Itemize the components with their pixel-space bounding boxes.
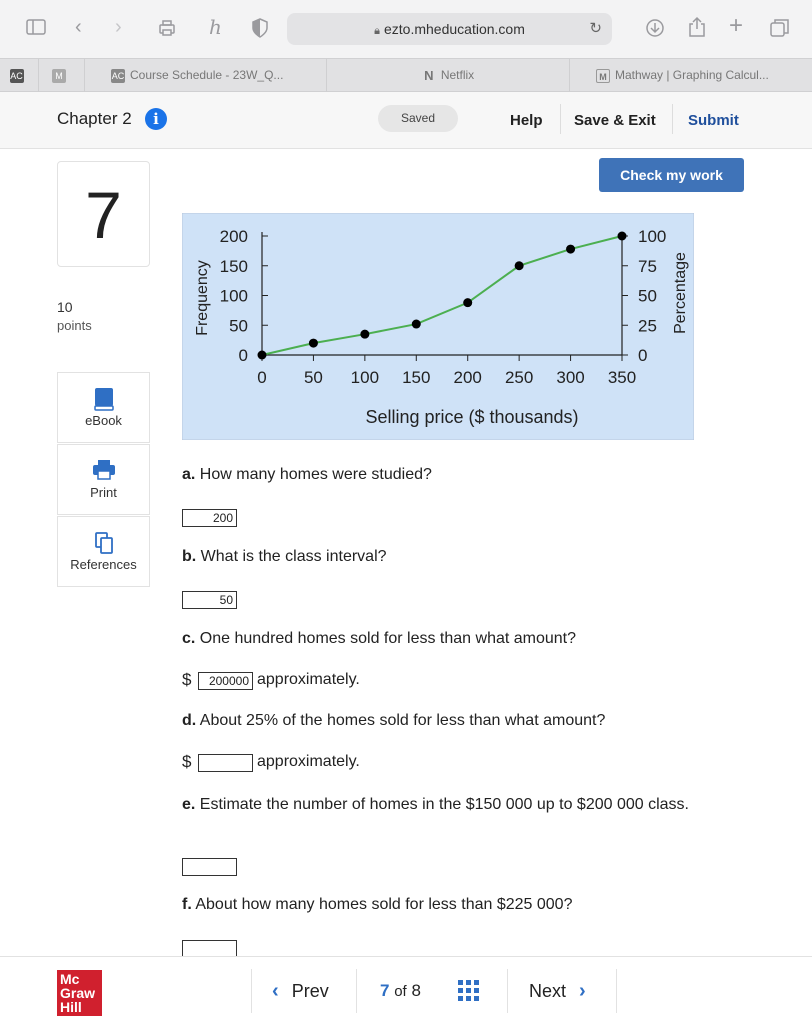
x-tick-label: 350 bbox=[607, 368, 637, 387]
tab-label: Course Schedule - 23W_Q... bbox=[130, 68, 284, 82]
address-bar[interactable] bbox=[287, 13, 612, 45]
pinned-tab-m[interactable] bbox=[38, 59, 84, 92]
share-icon[interactable] bbox=[688, 16, 706, 42]
data-point bbox=[618, 232, 627, 241]
question-text: Estimate the number of homes in the $150 000 up to $200 000 class. bbox=[199, 796, 689, 813]
ac-favicon-icon: AC bbox=[111, 70, 125, 81]
total-pages: 8 bbox=[411, 981, 421, 1000]
lock-icon: 🔒︎ bbox=[374, 25, 380, 37]
question-text: About how many homes sold for less than $225 000? bbox=[195, 896, 573, 913]
chevron-left-icon: ‹ bbox=[272, 980, 279, 1002]
header-divider bbox=[560, 104, 561, 134]
answer-d-input[interactable] bbox=[198, 754, 253, 772]
check-my-work-button[interactable]: Check my work bbox=[599, 158, 744, 192]
print-icon[interactable] bbox=[157, 18, 177, 42]
answer-e-input[interactable] bbox=[182, 858, 237, 876]
navigation-footer bbox=[0, 956, 812, 1024]
m-favicon-icon: M bbox=[52, 69, 66, 83]
tool-label: eBook bbox=[85, 413, 122, 428]
back-icon[interactable]: ‹ bbox=[75, 16, 82, 38]
pinned-tab-ac[interactable] bbox=[0, 59, 38, 92]
tab-course-schedule[interactable] bbox=[84, 59, 326, 92]
references-button[interactable] bbox=[57, 516, 150, 587]
data-point bbox=[412, 320, 421, 329]
reload-icon[interactable]: ↻ bbox=[589, 20, 602, 37]
question-letter: d. bbox=[182, 712, 197, 729]
chapter-title: Chapter 2 bbox=[57, 109, 132, 128]
print-button[interactable] bbox=[57, 444, 150, 515]
y-tick-label: 0 bbox=[238, 346, 248, 365]
url-text: ezto.mheducation.com bbox=[384, 21, 525, 37]
question-text: About 25% of the homes sold for less than what amount? bbox=[199, 712, 606, 729]
question-f bbox=[182, 896, 572, 914]
question-text: What is the class interval? bbox=[200, 548, 387, 565]
footer-divider bbox=[616, 969, 617, 1013]
netflix-favicon-icon: N bbox=[424, 67, 434, 83]
y-tick-label: 50 bbox=[229, 316, 248, 336]
forward-icon[interactable]: › bbox=[115, 16, 122, 38]
book-icon bbox=[58, 387, 149, 411]
tool-label: References bbox=[70, 557, 137, 572]
points-value: 10 bbox=[57, 299, 73, 315]
question-a bbox=[182, 466, 432, 484]
tab-label: Mathway | Graphing Calcul... bbox=[615, 68, 769, 82]
browser-toolbar bbox=[0, 0, 812, 58]
logo-line: Hill bbox=[60, 999, 82, 1015]
x-tick-label: 50 bbox=[303, 368, 323, 387]
answer-f-input[interactable] bbox=[182, 940, 237, 956]
tab-bar bbox=[0, 58, 812, 92]
grid-icon[interactable] bbox=[458, 980, 480, 1002]
data-point bbox=[309, 339, 318, 348]
currency-symbol: $ bbox=[182, 752, 192, 771]
x-axis-label: Selling price ($ thousands) bbox=[365, 407, 579, 427]
y2-tick-label: 50 bbox=[638, 286, 657, 306]
points-label: points bbox=[57, 318, 92, 333]
assignment-header bbox=[0, 92, 812, 149]
footer-divider bbox=[507, 969, 508, 1013]
info-icon[interactable]: i bbox=[145, 108, 167, 130]
sidebar-icon[interactable] bbox=[26, 19, 46, 39]
save-exit-button[interactable]: Save & Exit bbox=[574, 112, 656, 129]
question-text: How many homes were studied? bbox=[199, 466, 432, 483]
help-button[interactable]: Help bbox=[510, 112, 543, 129]
question-c bbox=[182, 630, 576, 648]
next-label: Next bbox=[529, 981, 567, 1001]
answer-a-input[interactable]: 200 bbox=[182, 509, 237, 527]
question-letter: c. bbox=[182, 630, 196, 647]
question-d bbox=[182, 712, 605, 730]
extension-icon[interactable]: h bbox=[209, 15, 222, 39]
data-point bbox=[258, 351, 267, 360]
footer-divider bbox=[251, 969, 252, 1013]
question-b bbox=[182, 548, 387, 566]
answer-c-input[interactable]: 200000 bbox=[198, 672, 253, 690]
logo-line: Graw bbox=[60, 985, 96, 1001]
x-tick-label: 200 bbox=[453, 368, 482, 387]
question-letter: a. bbox=[182, 466, 196, 483]
y-tick-label: 100 bbox=[219, 286, 248, 306]
x-tick-label: 250 bbox=[504, 368, 534, 387]
y2-tick-label: 75 bbox=[638, 256, 657, 276]
x-tick-label: 0 bbox=[257, 368, 267, 387]
logo-line: Mc bbox=[60, 971, 80, 987]
mathway-favicon-icon: M bbox=[596, 69, 610, 83]
submit-button[interactable]: Submit bbox=[688, 112, 739, 129]
tab-netflix[interactable] bbox=[326, 59, 569, 92]
tab-overview-icon[interactable] bbox=[770, 18, 790, 42]
answer-b-input[interactable]: 50 bbox=[182, 591, 237, 609]
y-axis-label: Frequency bbox=[194, 260, 211, 336]
printer-icon bbox=[58, 459, 149, 483]
ac-favicon-icon: AC bbox=[10, 70, 23, 81]
header-divider bbox=[672, 104, 673, 134]
saved-status: Saved bbox=[378, 105, 458, 132]
tab-mathway[interactable] bbox=[569, 59, 812, 92]
y-tick-label: 150 bbox=[219, 256, 248, 276]
x-tick-label: 300 bbox=[556, 368, 585, 387]
question-e bbox=[182, 794, 722, 815]
chart-background bbox=[182, 213, 694, 440]
new-tab-icon[interactable]: + bbox=[729, 12, 744, 39]
ogive-chart bbox=[182, 213, 694, 440]
question-text: One hundred homes sold for less than what amount? bbox=[199, 630, 577, 647]
y2-axis-label: Percentage bbox=[672, 252, 689, 334]
y2-tick-label: 100 bbox=[638, 227, 667, 246]
y2-tick-label: 0 bbox=[638, 346, 648, 365]
download-icon[interactable] bbox=[645, 18, 665, 42]
question-letter: f. bbox=[182, 896, 192, 913]
currency-symbol: $ bbox=[182, 670, 192, 689]
chevron-right-icon: › bbox=[579, 980, 586, 1002]
copy-icon bbox=[58, 531, 149, 555]
x-tick-label: 150 bbox=[402, 368, 431, 387]
prev-label: Prev bbox=[291, 981, 329, 1001]
approximately-text: approximately. bbox=[257, 753, 360, 770]
y2-tick-label: 25 bbox=[638, 316, 657, 336]
page-of: of bbox=[394, 983, 407, 1000]
footer-divider bbox=[356, 969, 357, 1013]
data-point bbox=[360, 330, 369, 339]
question-letter: b. bbox=[182, 548, 197, 565]
question-letter: e. bbox=[182, 796, 196, 813]
data-point bbox=[515, 261, 524, 270]
data-point bbox=[566, 245, 575, 254]
data-point bbox=[463, 298, 472, 307]
ebook-button[interactable] bbox=[57, 372, 150, 443]
next-button[interactable] bbox=[529, 957, 586, 1024]
x-tick-label: 100 bbox=[350, 368, 380, 387]
tool-label: Print bbox=[90, 485, 117, 500]
shield-icon[interactable] bbox=[252, 18, 268, 42]
tab-label: Netflix bbox=[440, 68, 475, 82]
prev-button[interactable] bbox=[272, 957, 329, 1024]
page-indicator[interactable] bbox=[380, 957, 421, 1024]
question-number: 7 bbox=[57, 161, 150, 267]
approximately-text: approximately. bbox=[257, 671, 360, 688]
mcgraw-hill-logo bbox=[57, 970, 102, 1016]
current-page: 7 bbox=[380, 981, 390, 1000]
y-tick-label: 200 bbox=[219, 227, 248, 246]
